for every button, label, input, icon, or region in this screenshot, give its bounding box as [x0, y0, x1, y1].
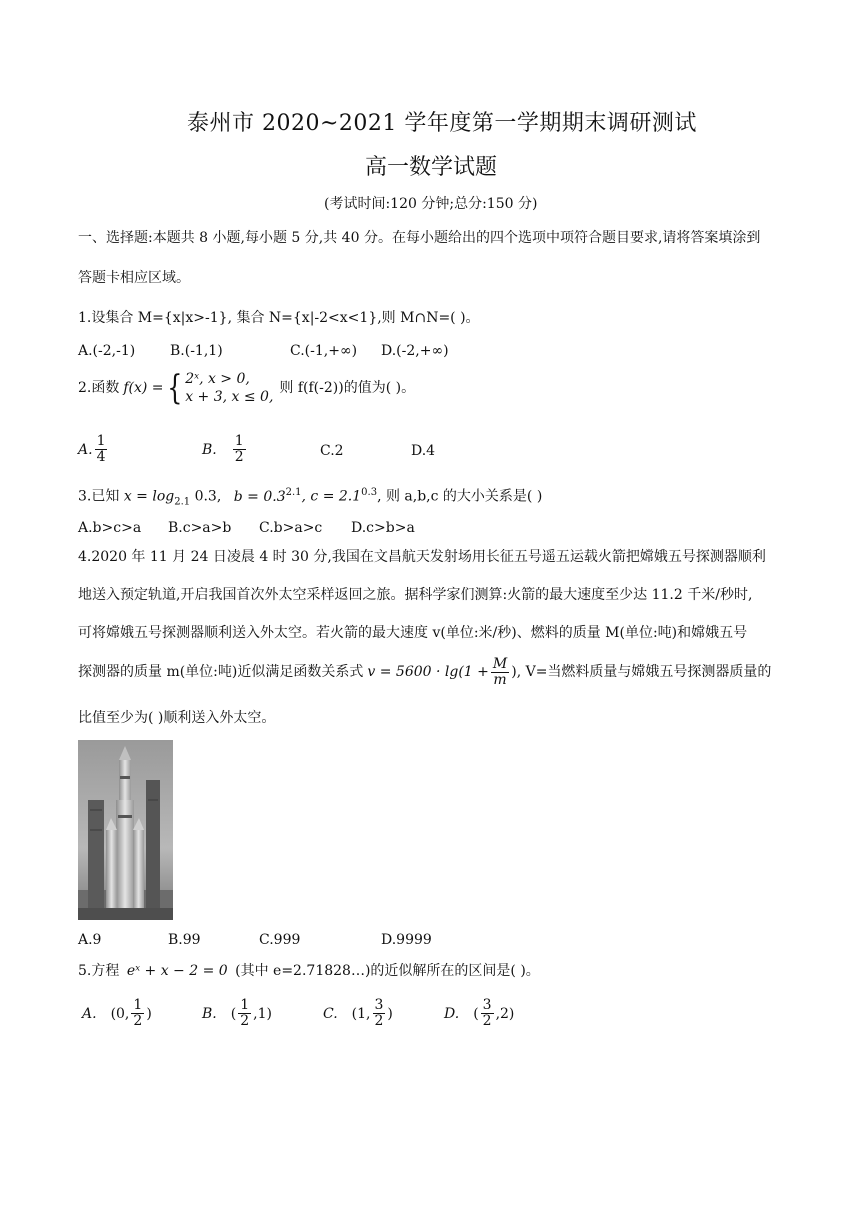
question-2-stem [78, 366, 415, 410]
question-5-option-b-pre: ( [230, 1005, 237, 1022]
question-2-option-b-label: B. [202, 441, 217, 458]
question-4-line5: 比值至少为( )顺利送入外太空。 [78, 710, 276, 726]
question-5-option-a-label: A. [82, 1005, 97, 1022]
question-5-option-b-post: ,1) [253, 1005, 272, 1022]
question-2-cases [185, 370, 273, 406]
question-2-case-2: x + 3, x ≤ 0, [185, 389, 274, 405]
question-5-suffix: (其中 e=2.71828…)的近似解所在的区间是( )。 [235, 963, 540, 979]
question-5-option-d-pre: ( [473, 1005, 479, 1022]
question-3-b-exponent: 2.1 [285, 487, 302, 498]
exam-info: (考试时间:120 分钟;总分:150 分) [324, 196, 538, 212]
question-3-expr-c: , c = 2.1 [301, 488, 362, 505]
question-3-c-exponent: 0.3 [361, 487, 378, 498]
question-5-stem [78, 961, 540, 981]
question-2-function: f(x) = [123, 380, 164, 396]
fraction-numerator: 1 [240, 997, 250, 1013]
fraction-denominator: m [493, 671, 507, 688]
question-4-line4-pre: 探测器的质量 m(单位:吨)近似满足函数关系式 [78, 664, 364, 680]
question-1-option-b: B.(-1,1) [170, 343, 223, 359]
fraction-numerator: 1 [96, 433, 106, 449]
question-5-prefix: 5.方程 [78, 963, 120, 979]
question-3-suffix: , 则 a,b,c 的大小关系是( ) [377, 488, 543, 505]
question-5-option-a [82, 998, 152, 1029]
question-4-line2: 地送入预定轨道,开启我国首次外太空采样返回之旅。据科学家们测算:火箭的最大速度至少达 11.2 千米/秒时, [78, 587, 753, 603]
question-1-option-a: A.(-2,-1) [78, 343, 136, 359]
question-4-line3: 可将嫦娥五号探测器顺利送入外太空。若火箭的最大速度 v(单位:米/秒)、燃料的质量 M(单位:吨)和嫦娥五号 [78, 625, 748, 641]
question-2-case-1: 2ˣ, x > 0, [185, 371, 250, 387]
question-4-formula: v = 5600 · lg(1 + [367, 664, 489, 680]
question-5-option-c [323, 998, 393, 1029]
question-4-option-b: B.99 [168, 932, 201, 948]
question-5-option-d [444, 998, 514, 1029]
question-5-option-d-label: D. [444, 1005, 460, 1022]
section-intro-line2: 答题卡相应区域。 [78, 270, 190, 286]
question-3-prefix: 3.已知 [78, 488, 120, 505]
fraction-numerator: 3 [374, 997, 384, 1013]
question-3-log-arg: 0.3, [190, 488, 222, 505]
question-2-option-c: C.2 [320, 443, 344, 459]
question-5-option-c-pre: (1, [351, 1005, 371, 1022]
brace-icon: { [166, 368, 182, 408]
question-3-option-c: C.b>a>c [259, 520, 323, 536]
question-3-option-b: B.c>a>b [168, 520, 232, 536]
question-2-prefix: 2.函数 [78, 380, 120, 396]
question-5-option-d-post: ,2) [495, 1005, 515, 1022]
question-5-option-b [202, 998, 272, 1029]
question-3-option-d: D.c>b>a [351, 520, 415, 536]
question-4-option-c: C.999 [259, 932, 301, 948]
fraction-numerator: M [492, 655, 508, 672]
question-3-log-base: 2.1 [174, 496, 191, 508]
question-3-stem [78, 483, 542, 512]
question-5-option-a-pre: (0, [110, 1005, 130, 1022]
question-1-stem: 1.设集合 M={x|x>-1}, 集合 N={x|-2<x<1},则 M∩N=( )。 [78, 310, 480, 326]
fraction-denominator: 2 [482, 1013, 492, 1029]
page-subtitle: 高一数学试题 [365, 155, 498, 180]
fraction-denominator: 4 [96, 449, 106, 465]
question-4-option-a: A.9 [78, 932, 102, 948]
rocket-photo [78, 740, 173, 920]
fraction-denominator: 2 [374, 1013, 384, 1029]
question-4-option-d: D.9999 [381, 932, 432, 948]
question-1-option-c: C.(-1,+∞) [290, 343, 358, 359]
fraction-denominator: 2 [234, 449, 244, 465]
question-2-suffix: 则 f(f(-2))的值为( )。 [279, 380, 416, 396]
fraction-numerator: 3 [482, 997, 492, 1013]
fraction-denominator: 2 [133, 1013, 143, 1029]
question-3-expr-b: b = 0.3 [233, 488, 286, 505]
question-5-equation: eˣ + x − 2 = 0 [126, 963, 228, 979]
question-4-line4-post: ), V=当燃料质量与嫦娥五号探测器质量的 [511, 664, 772, 680]
question-3-option-a: A.b>c>a [78, 520, 142, 536]
fraction-numerator: 1 [133, 997, 143, 1013]
question-5-option-b-label: B. [202, 1005, 217, 1022]
question-5-option-c-label: C. [323, 1005, 338, 1022]
page-title: 泰州市 2020~2021 学年度第一学期期末调研测试 [187, 111, 697, 136]
fraction-numerator: 1 [234, 433, 244, 449]
question-1-option-d: D.(-2,+∞) [381, 343, 449, 359]
question-2-option-a [78, 434, 109, 465]
question-3-expr-x: x = log [123, 488, 175, 505]
question-4-line1: 4.2020 年 11 月 24 日凌晨 4 时 30 分,我国在文昌航天发射场用长征五号遥五运载火箭把嫦娥五号探测器顺利 [78, 549, 766, 565]
fraction-denominator: 2 [240, 1013, 250, 1029]
question-2-option-d: D.4 [411, 443, 436, 459]
question-5-option-c-post: ) [387, 1005, 393, 1022]
question-2-option-b [202, 434, 248, 465]
question-2-option-a-label: A. [78, 441, 93, 458]
section-intro-line1: 一、选择题:本题共 8 小题,每小题 5 分,共 40 分。在每小题给出的四个选项中项符合题目要求,请将答案填涂到 [78, 230, 761, 246]
question-5-option-a-post: ) [146, 1005, 152, 1022]
question-4-line4 [78, 652, 771, 692]
